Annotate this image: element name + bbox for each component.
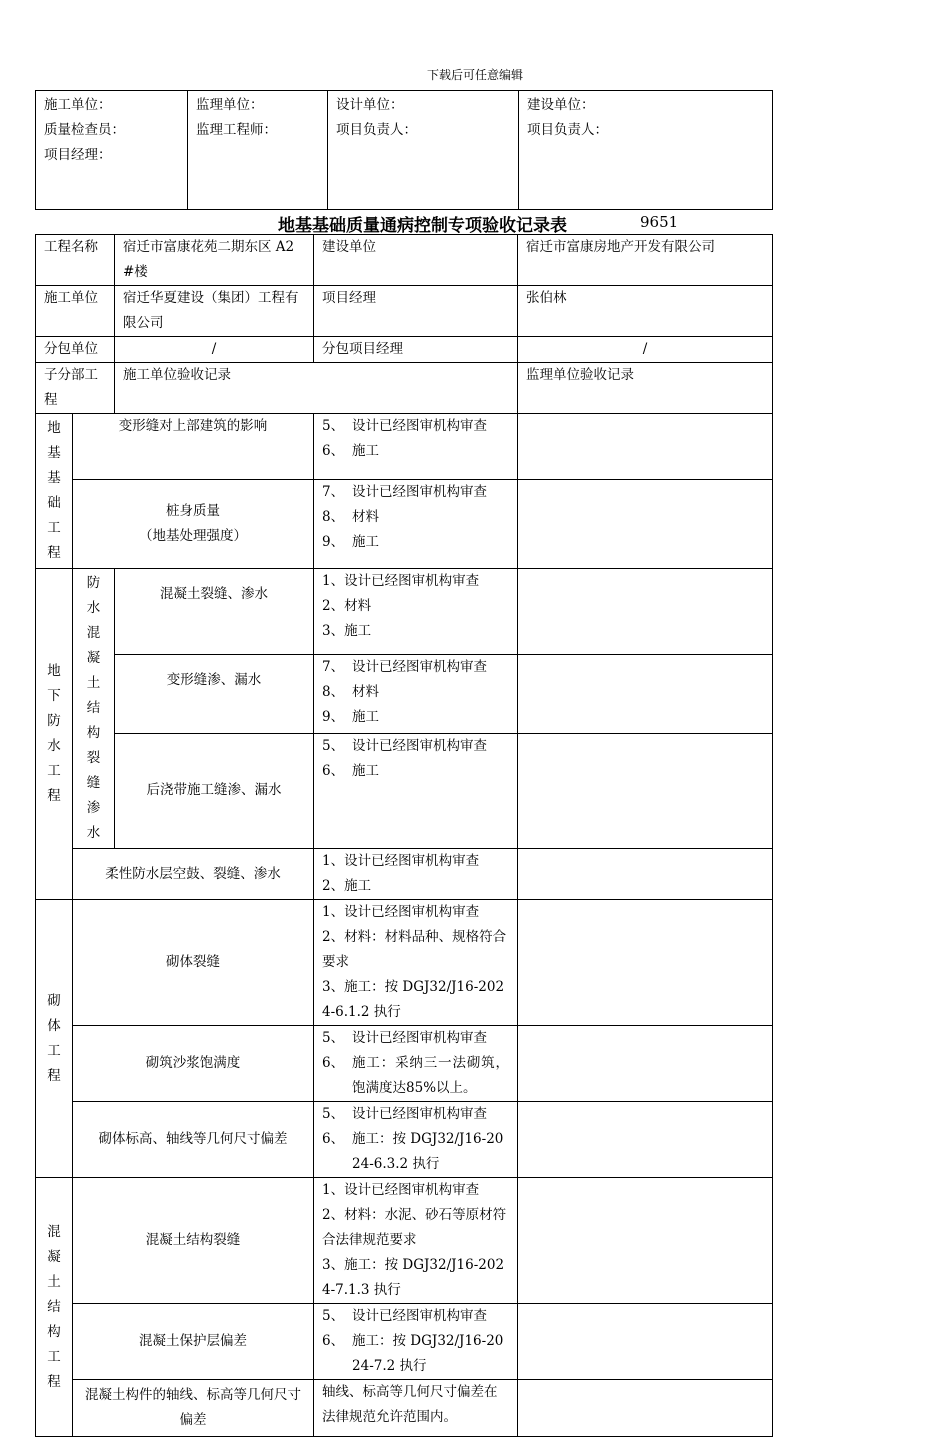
sig-supervision-engineer: 监理工程师： [196, 122, 277, 138]
supervisor-record [518, 1102, 773, 1178]
sig-construction [36, 91, 188, 210]
supervisor-record [518, 849, 773, 900]
supervisor-record-label: 监理单位验收记录 [518, 363, 773, 414]
inspection-table [35, 234, 773, 1437]
item-label: 变形缝对上部建筑的影响 [73, 414, 314, 480]
supervisor-record [518, 479, 773, 568]
section-masonry: 砌 体 工 程 [36, 900, 73, 1178]
item-record: 1、设计已经图审机构审查 2、材料：材料品种、规格符合要求 3、施工：按 DGJ32/J16-2024-6.1.2 执行 [314, 900, 518, 1026]
sub-pm-label: 分包项目经理 [314, 337, 518, 363]
sig-project-manager: 项目经理： [44, 147, 112, 163]
item-label: 混凝土结构裂缝 [73, 1178, 314, 1304]
project-name: 宿迁市富康花苑二期东区 A2#楼 [115, 235, 314, 286]
owner-label: 建设单位 [314, 235, 518, 286]
item-record: 轴线、标高等几何尺寸偏差在法律规范允许范围内。 [314, 1380, 518, 1437]
supervisor-record [518, 1026, 773, 1102]
owner-value: 宿迁市富康房地产开发有限公司 [518, 235, 773, 286]
item-label: 柔性防水层空鼓、裂缝、渗水 [73, 849, 314, 900]
item-record: 5、 设计已经图审机构审查 6、 施工：按 DGJ32/J16-2024-6.3.2 执行 [314, 1102, 518, 1178]
supervisor-record [518, 900, 773, 1026]
supervisor-record [518, 1304, 773, 1380]
sig-construction-unit: 施工单位： [44, 97, 112, 113]
item-record: 1、设计已经图审机构审查 2、材料 3、施工 [314, 569, 518, 655]
page-title: 地基基础质量通病控制专项验收记录表 [278, 216, 567, 236]
pm-value: 张伯林 [518, 286, 773, 337]
supervisor-record [518, 733, 773, 848]
item-label: 混凝土裂缝、渗水 [115, 569, 314, 655]
sub-value: / [115, 337, 314, 363]
item-label: 混凝土构件的轴线、标高等几何尺寸偏差 [73, 1380, 314, 1437]
sig-owner-unit: 建设单位： [527, 97, 595, 113]
item-label: 后浇带施工缝渗、漏水 [115, 733, 314, 848]
item-record: 7、 设计已经图审机构审查 8、 材料 9、 施工 [314, 479, 518, 568]
item-record: 5、 设计已经图审机构审查 6、 施工：采纳三一法砌筑，饱满度达85%以上。 [314, 1026, 518, 1102]
subsection-waterproof-concrete: 防 水 混 凝 土 结 构 裂 缝 渗 水 [73, 569, 115, 849]
sub-label: 分包单位 [36, 337, 115, 363]
section-waterproof: 地 下 防 水 工 程 [36, 569, 73, 900]
supervisor-record [518, 1380, 773, 1437]
contractor-label: 施工单位 [36, 286, 115, 337]
item-label: 混凝土保护层偏差 [73, 1304, 314, 1380]
item-record: 5、 设计已经图审机构审查 6、 施工 [314, 414, 518, 480]
supervisor-record [518, 414, 773, 480]
contractor-value: 宿迁华夏建设（集团）工程有限公司 [115, 286, 314, 337]
signature-table [35, 90, 773, 210]
sig-owner [519, 91, 773, 210]
item-label: 砌体标高、轴线等几何尺寸偏差 [73, 1102, 314, 1178]
section-concrete: 混 凝 土 结 构 工 程 [36, 1178, 73, 1437]
subdiv-label: 子分部工程 [36, 363, 115, 414]
item-record: 7、 设计已经图审机构审查 8、 材料 9、 施工 [314, 654, 518, 733]
item-label: 砌体裂缝 [73, 900, 314, 1026]
supervisor-record [518, 1178, 773, 1304]
item-record: 1、设计已经图审机构审查 2、施工 [314, 849, 518, 900]
doc-number: 9651 [640, 213, 679, 231]
sig-supervision-unit: 监理单位： [196, 97, 264, 113]
sig-owner-lead: 项目负责人： [527, 122, 608, 138]
sig-design [328, 91, 519, 210]
sig-supervision [188, 91, 328, 210]
item-record: 5、 设计已经图审机构审查 6、 施工 [314, 733, 518, 848]
project-name-label: 工程名称 [36, 235, 115, 286]
item-label: 变形缝渗、漏水 [115, 654, 314, 733]
sig-quality-inspector: 质量检查员： [44, 122, 125, 138]
supervisor-record [518, 569, 773, 655]
supervisor-record [518, 654, 773, 733]
pm-label: 项目经理 [314, 286, 518, 337]
sub-pm-value: / [518, 337, 773, 363]
item-label: 砌筑沙浆饱满度 [73, 1026, 314, 1102]
section-foundation: 地 基 基 础 工 程 [36, 414, 73, 569]
header-note: 下载后可任意编辑 [426, 68, 523, 82]
contractor-record-label: 施工单位验收记录 [115, 363, 518, 414]
item-record: 5、 设计已经图审机构审查 6、 施工：按 DGJ32/J16-2024-7.2 执行 [314, 1304, 518, 1380]
sig-design-unit: 设计单位： [336, 97, 404, 113]
sig-design-lead: 项目负责人： [336, 122, 417, 138]
item-label: 桩身质量 （地基处理强度） [73, 479, 314, 568]
item-record: 1、设计已经图审机构审查 2、材料：水泥、砂石等原材符合法律规范要求 3、施工：按 DGJ32/J16-2024-7.1.3 执行 [314, 1178, 518, 1304]
